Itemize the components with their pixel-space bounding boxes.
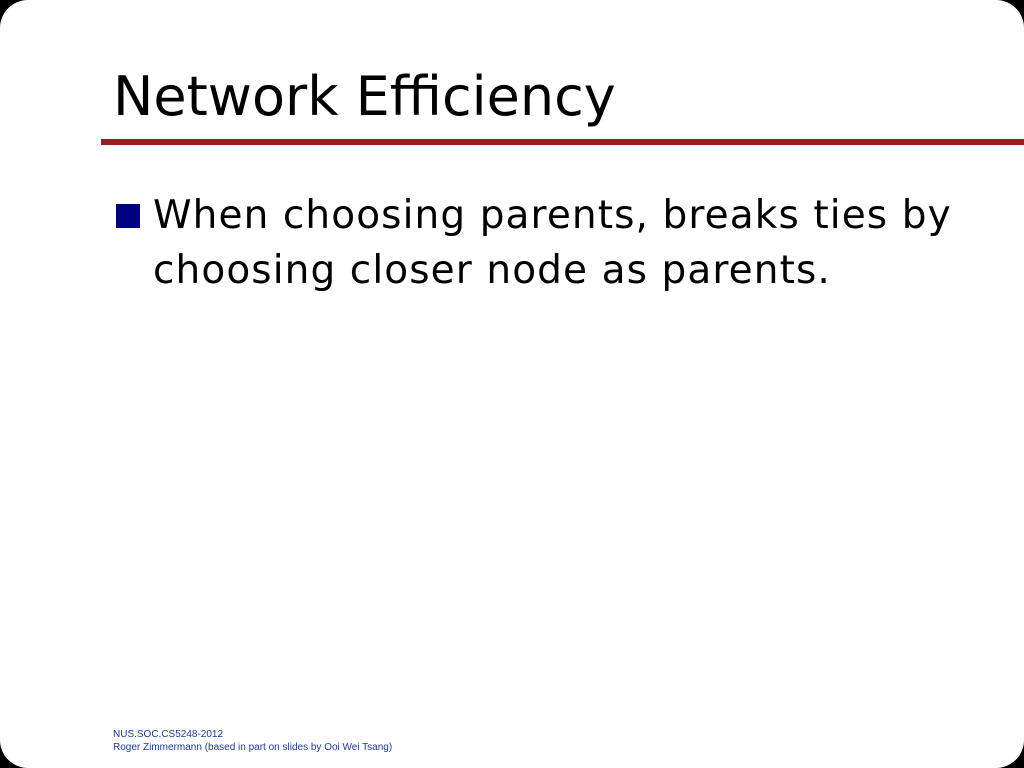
footer-author-credit: Roger Zimmermann (based in part on slides by Ooi Wei Tsang) bbox=[113, 742, 393, 753]
slide-footer bbox=[113, 728, 392, 754]
square-bullet-icon bbox=[116, 204, 140, 228]
title-divider bbox=[101, 139, 1024, 145]
bullet-list bbox=[116, 188, 996, 298]
slide-title: Network Efficiency bbox=[113, 65, 616, 128]
bullet-text: When choosing parents, breaks ties by choosing closer node as parents. bbox=[153, 193, 952, 293]
bullet-item bbox=[116, 188, 996, 298]
footer-course-code: NUS.SOC.CS5248-2012 bbox=[113, 729, 224, 740]
